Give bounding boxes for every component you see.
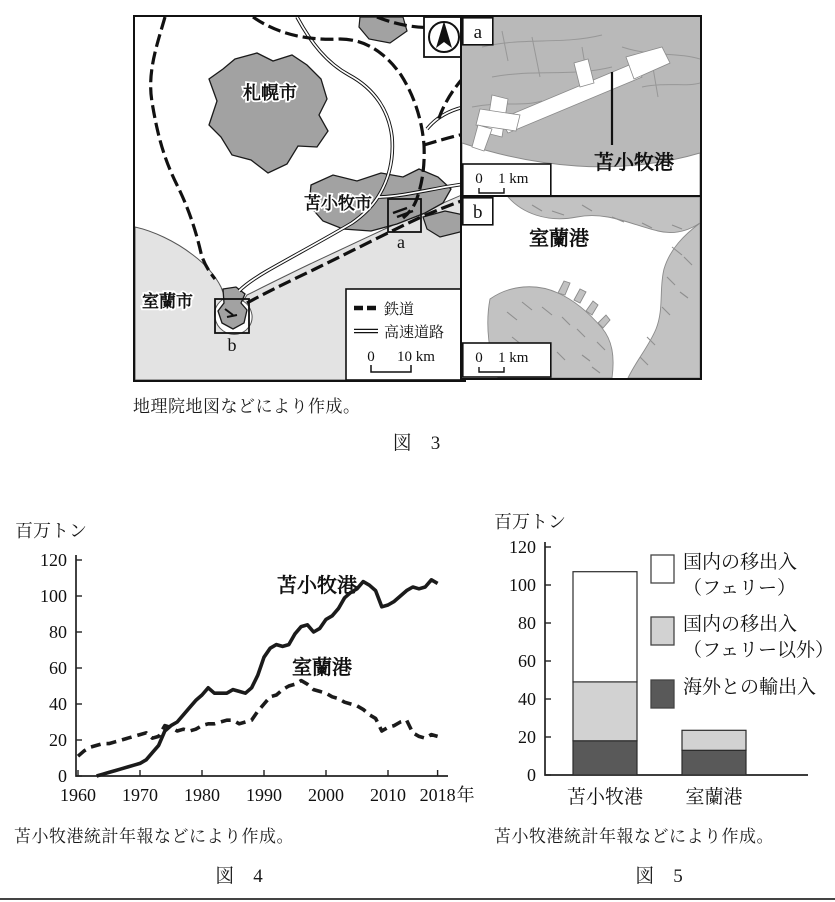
railway-legend-label: 鉄道	[384, 302, 415, 318]
y-tick-label: 60	[518, 651, 536, 671]
x-axis-suffix: 年	[456, 785, 475, 805]
y-tick-label: 0	[527, 765, 536, 785]
fig5-unit-label: 百万トン	[494, 512, 566, 532]
muroran-port-label: 室蘭港	[529, 228, 589, 250]
x-tick-label: 2010	[370, 785, 406, 805]
bar-segment	[573, 682, 637, 741]
inset-a-scale-zero: 0	[475, 171, 483, 187]
x-tick-label: 1990	[246, 785, 282, 805]
inset-b-corner-label: b	[473, 202, 483, 223]
north-arrow-icon	[424, 17, 464, 57]
fig4-source-note: 苫小牧港統計年報などにより作成。	[14, 827, 294, 846]
muroran-label: 室蘭市	[142, 292, 193, 311]
y-tick-label: 0	[58, 766, 67, 786]
x-tick-label: 2018	[419, 785, 456, 805]
y-tick-label: 100	[40, 586, 67, 606]
map-scale-value: 10 km	[397, 349, 435, 365]
inset-a-scale-box	[463, 164, 551, 198]
fig3-number: 図 3	[392, 433, 441, 454]
bar-segment	[573, 741, 637, 775]
x-tick-label: 2000	[308, 785, 344, 805]
y-tick-label: 120	[509, 537, 536, 557]
x-tick-label: 1980	[184, 785, 220, 805]
fig4-number: 図 4	[215, 866, 263, 887]
overview-map	[133, 15, 466, 382]
inset-map-tomakomai-port	[460, 15, 702, 201]
inset-b-scale-box	[463, 343, 551, 377]
legend-label: 海外との輸出入	[683, 677, 817, 698]
fig4-unit-label: 百万トン	[15, 521, 87, 541]
y-tick-label: 80	[49, 622, 67, 642]
bar-segment	[573, 572, 637, 682]
legend-swatch	[651, 680, 674, 708]
y-tick-label: 60	[49, 658, 67, 678]
line-chart-cargo-volume	[8, 528, 478, 818]
y-tick-label: 120	[40, 550, 67, 570]
tomakomai-label: 苫小牧市	[304, 194, 372, 213]
inset-map-muroran-port	[460, 195, 702, 380]
legend-label: （フェリー以外）	[683, 640, 835, 661]
page-bottom-rule	[0, 898, 835, 900]
sapporo-label: 札幌市	[243, 83, 297, 103]
y-tick-label: 40	[49, 694, 67, 714]
legend-swatch	[651, 617, 674, 645]
legend-label: 国内の移出入	[683, 614, 798, 635]
fig5-source-note: 苫小牧港統計年報などにより作成。	[494, 827, 774, 846]
expressway-legend-label: 高速道路	[384, 325, 445, 341]
legend-label: （フェリー）	[683, 578, 797, 599]
inset-b-scale-zero: 0	[475, 350, 483, 366]
fig3-source-note: 地理院地図などにより作成。	[133, 397, 361, 416]
y-tick-label: 80	[518, 613, 536, 633]
series-line-dashed	[78, 681, 438, 757]
series-label-tomakomai: 苫小牧港	[277, 575, 357, 597]
series-line-solid	[97, 580, 438, 776]
bar-category-label: 苫小牧港	[566, 787, 644, 808]
inset-a-corner-box	[463, 18, 493, 45]
inset-a-corner-label: a	[473, 22, 483, 43]
x-tick-label: 1970	[122, 785, 158, 805]
inset-b-corner-box	[463, 198, 493, 225]
x-tick-label: 1960	[60, 785, 96, 805]
fig5-number: 図 5	[635, 866, 683, 887]
marker-b-label: b	[227, 335, 237, 355]
y-tick-label: 20	[518, 727, 536, 747]
bar-segment	[682, 750, 746, 775]
bar-chart-cargo-breakdown	[483, 520, 835, 820]
legend-label: 国内の移出入	[683, 552, 798, 573]
tomakomai-port-label: 苫小牧港	[594, 152, 674, 174]
inset-b-scale-value: 1 km	[498, 350, 529, 366]
bar-segment	[682, 730, 746, 750]
y-tick-label: 40	[518, 689, 536, 709]
series-label-muroran: 室蘭港	[292, 657, 352, 679]
map-legend	[346, 289, 464, 380]
bar-category-label: 室蘭港	[685, 787, 743, 808]
legend-swatch	[651, 555, 674, 583]
inset-a-scale-value: 1 km	[498, 171, 529, 187]
y-tick-label: 100	[509, 575, 536, 595]
y-tick-label: 20	[49, 730, 67, 750]
map-scale-zero: 0	[367, 349, 375, 365]
marker-a-label: a	[397, 232, 405, 252]
